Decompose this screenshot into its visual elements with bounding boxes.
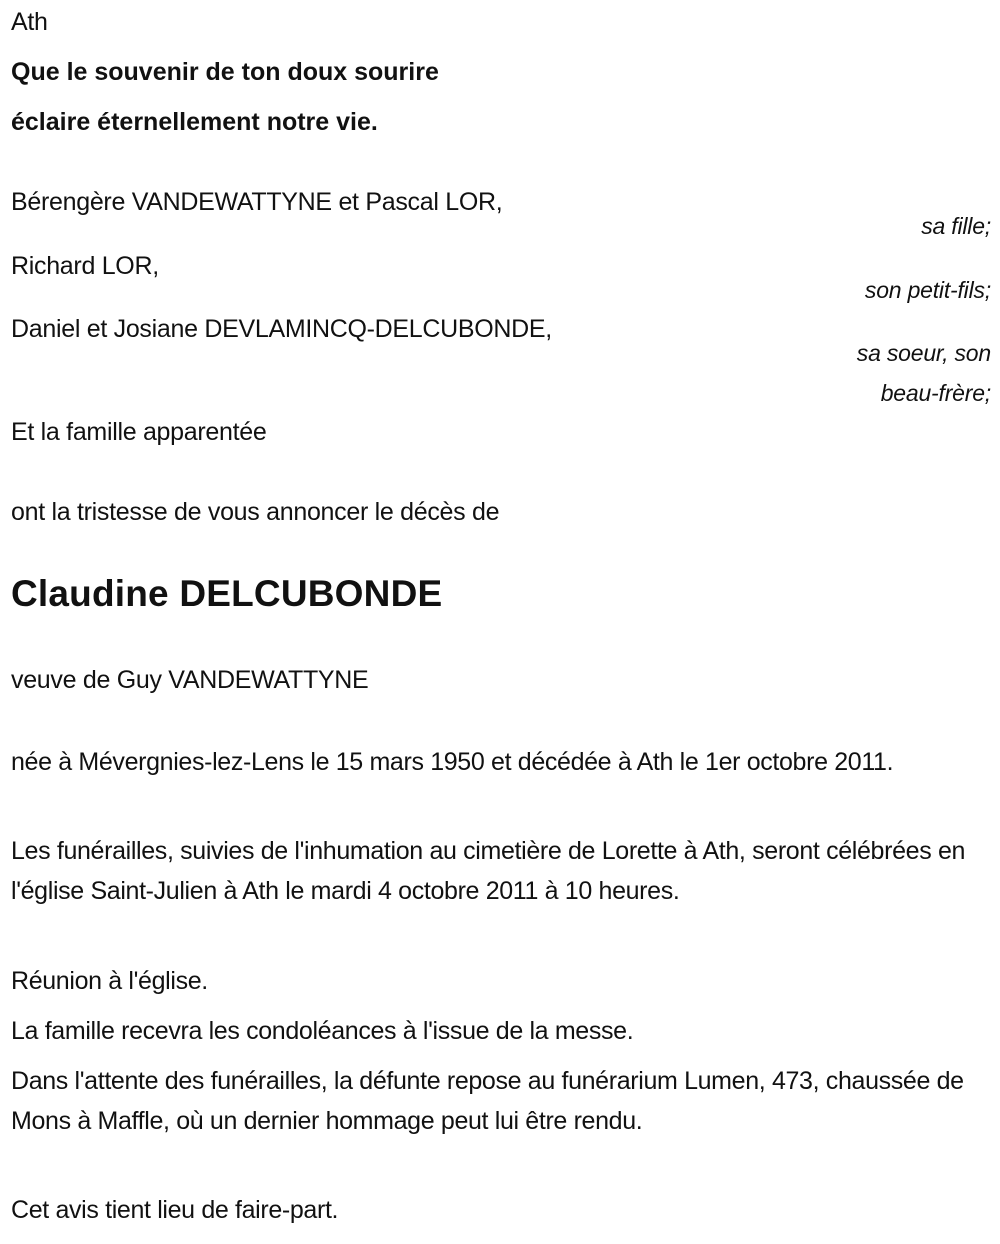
epitaph-line-1: Que le souvenir de ton doux sourire	[11, 58, 439, 86]
epitaph-line-2: éclaire éternellement notre vie.	[11, 108, 378, 136]
extended-family: Et la famille apparentée	[11, 418, 267, 446]
widow-of: veuve de Guy VANDEWATTYNE	[11, 666, 369, 694]
announcement: ont la tristesse de vous annoncer le décès de	[11, 498, 500, 526]
family-member-relation: sa soeur, son	[856, 340, 991, 366]
condolences-paragraph: La famille recevra les condoléances à l'issue de la messe.	[11, 1017, 634, 1045]
family-member-relation: sa fille;	[921, 213, 991, 239]
deceased-name: Claudine DELCUBONDE	[11, 573, 443, 614]
funeral-paragraph: Les funérailles, suivies de l'inhumation au cimetière de Lorette à Ath, seront célébrées en l'église Saint-Julien à Ath le mardi 4 octobre 2011 à 10 heures.	[11, 837, 966, 905]
family-member-relation: son petit-fils;	[864, 277, 991, 303]
family-member-relation: beau-frère;	[880, 380, 991, 406]
meeting-paragraph: Réunion à l'église.	[11, 967, 208, 995]
family-member-name: Bérengère VANDEWATTYNE et Pascal LOR,	[11, 188, 503, 216]
funerarium-paragraph: Dans l'attente des funérailles, la défunte repose au funérarium Lumen, 473, chaussée de Mons à Maffle, où un dernier hommage peut lui être rendu.	[11, 1067, 964, 1135]
notice-paragraph: Cet avis tient lieu de faire-part.	[11, 1196, 339, 1224]
family-member-name: Richard LOR,	[11, 252, 159, 280]
birth-death-paragraph: née à Mévergnies-lez-Lens le 15 mars 1950 et décédée à Ath le 1er octobre 2011.	[11, 748, 894, 776]
location: Ath	[11, 8, 48, 36]
family-member-name: Daniel et Josiane DEVLAMINCQ-DELCUBONDE,	[11, 315, 552, 343]
